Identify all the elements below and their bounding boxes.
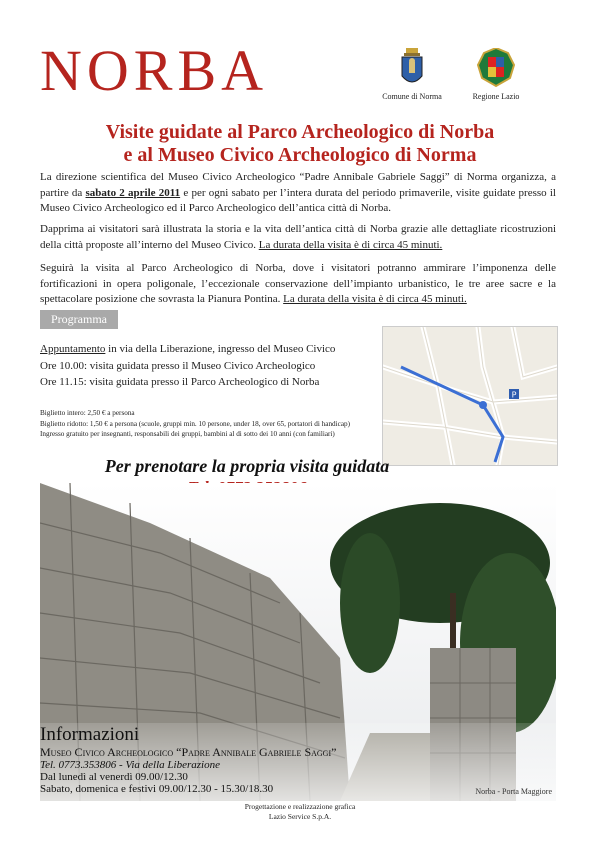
duration-note: La durata della visita è di circa 45 minuti. bbox=[283, 293, 467, 305]
paragraph-text: Seguirà la visita al Parco Archeologico di Norba, dove i visitatori potranno ammirare l’imponenza delle fortificazioni in opera poligonale, l’eccezionale conservazione dell’impianto urbanistico, le tre aree sacre e la spettacolare posizione che sovrasta la Pianura Pontina. bbox=[40, 262, 556, 305]
photo-caption: Norba - Porta Maggiore bbox=[475, 787, 552, 796]
comune-di-norma-logo bbox=[378, 48, 446, 101]
location-map bbox=[382, 326, 558, 466]
duration-note: La durata della visita è di circa 45 minuti. bbox=[258, 238, 443, 251]
schedule-item: Ore 10.00: visita guidata presso il Museo Civico Archeologico bbox=[40, 359, 316, 372]
credits bbox=[200, 802, 400, 822]
booking-heading: Per prenotare la propria visita guidata bbox=[104, 456, 390, 476]
regione-emblem-icon bbox=[474, 48, 518, 88]
schedule bbox=[40, 341, 370, 391]
logo-label: Comune di Norma bbox=[382, 92, 442, 101]
heading-line: Visite guidate al Parco Archeologico di Norba bbox=[105, 121, 495, 143]
credits-line: Lazio Service S.p.A. bbox=[268, 812, 332, 821]
museum-paragraph bbox=[40, 222, 556, 253]
info-title: Informazioni bbox=[40, 724, 140, 745]
heading-line: e al Museo Civico Archeologico di Norma bbox=[123, 144, 477, 166]
appointment-line bbox=[40, 341, 370, 358]
info-hours-weekday: Dal lunedì al venerdì 09.00/12.30 bbox=[40, 771, 188, 783]
start-date: sabato 2 aprile 2011 bbox=[85, 186, 181, 199]
info-block bbox=[40, 724, 420, 795]
museum-name: Museo Civico Archeologico “Padre Annibale Gabriele Saggi” bbox=[40, 745, 337, 759]
info-phone-address: Tel. 0773.353806 - Via della Liberazione bbox=[40, 759, 220, 771]
regione-lazio-logo bbox=[462, 48, 530, 101]
paragraph-text: e per ogni sabato per l’intera durata del periodo primaverile, visite guidate presso il Museo Civico Archeologico ed il Parco Archeologico dell’antica città di Norba. bbox=[40, 186, 556, 214]
credits-line: Progettazione e realizzazione grafica bbox=[244, 802, 356, 811]
appointment-label: Appuntamento bbox=[40, 343, 106, 355]
programma-label: Programma bbox=[40, 310, 118, 329]
street-map-graphic bbox=[383, 327, 557, 465]
main-heading bbox=[30, 121, 570, 167]
ticket-prices bbox=[40, 408, 380, 440]
appointment-text: in via della Liberazione, ingresso del Museo Civico bbox=[105, 343, 336, 355]
svg-text:P: P bbox=[511, 390, 517, 400]
price-line: Biglietto intero: 2,50 € a persona bbox=[40, 409, 135, 417]
price-line: Ingresso gratuito per insegnanti, responsabili dei gruppi, bambini al di sotto dei 10 anni (con familiari) bbox=[40, 430, 335, 438]
paragraph-text: La direzione scientifica del Museo Civico Archeologico “Padre Annibale Gabriele Saggi” di Norma organizza, a partire da bbox=[40, 171, 556, 199]
park-paragraph bbox=[40, 261, 556, 308]
paragraph-text: Dapprima ai visitatori sarà illustrata la storia e la vita dell’antica città di Norba grazie alle dettagliate ricostruzioni della città proposte all’interno del Museo Civico. bbox=[40, 223, 556, 251]
comune-crest-icon bbox=[399, 48, 425, 88]
info-hours-weekend: Sabato, domenica e festivi 09.00/12.30 - 15.30/18.30 bbox=[40, 783, 274, 795]
brand-title: NORBA bbox=[40, 38, 269, 103]
logo-label: Regione Lazio bbox=[472, 92, 520, 101]
intro-paragraph bbox=[40, 170, 556, 217]
price-line: Biglietto ridotto: 1,50 € a persona (scuole, gruppi min. 10 persone, under 18, over 65, portatori di handicap) bbox=[40, 419, 350, 428]
schedule-item: Ore 11.15: visita guidata presso il Parco Archeologico di Norba bbox=[40, 376, 320, 388]
